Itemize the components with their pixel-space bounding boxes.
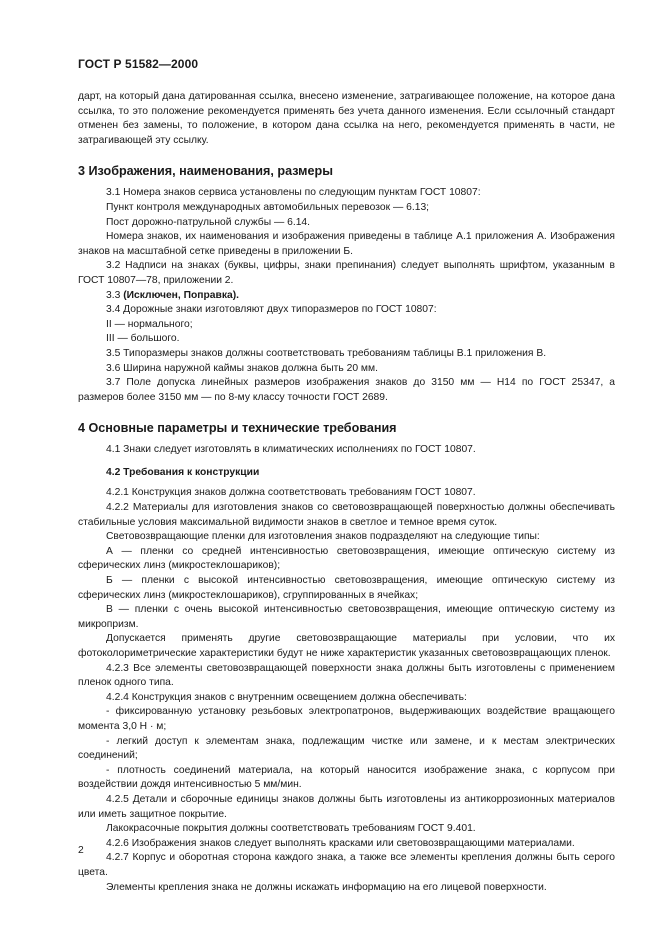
- para-3-3-excluded: (Исключен, Поправка).: [123, 289, 240, 301]
- para-4-2-2: 4.2.2 Материалы для изготовления знаков со световозвращающей поверхностью должны обеспечивать стабильные условия максимальной видимости знаков в светлое и темное время суток.: [78, 502, 615, 528]
- para-3-5: 3.5 Типоразмеры знаков должны соответствовать требованиям таблицы В.1 приложения В.: [106, 347, 547, 359]
- para-4-2-7-fasteners: Элементы крепления знака не должны искажать информацию на его лицевой поверхности.: [106, 881, 547, 893]
- section-3-title: 3 Изображения, наименования, размеры: [78, 164, 333, 179]
- para-3-7: 3.7 Поле допуска линейных размеров изображения знаков до 3150 мм — Н14 по ГОСТ 25347, а размеров более 3150 мм — по 8-му классу точности ГОСТ 2689.: [78, 377, 615, 403]
- para-3-1-item-a: Пункт контроля международных автомобильных перевозок — 6.13;: [106, 201, 430, 213]
- para-3-2: 3.2 Надписи на знаках (буквы, цифры, знаки препинания) следует выполнять шрифтом, указанным в ГОСТ 10807—78, приложении 2.: [78, 260, 615, 286]
- para-4-2-3: 4.2.3 Все элементы световозвращающей поверхности знака должны быть изготовлены с применением пленок одного типа.: [78, 662, 615, 689]
- para-4-2-2-other: Допускается применять другие световозвращающие материалы при условии, что их фотоколориметрические характеристики будут не ниже характеристик указанных световозвращающих пленок.: [78, 633, 615, 659]
- para-3-4-item-iii: III — большого.: [106, 333, 180, 345]
- para-4-2-4-item-2: - легкий доступ к элементам знака, подлежащим чистке или замене, и к местам электрических соединений;: [78, 735, 615, 762]
- para-4-2-1: 4.2.1 Конструкция знаков должна соответствовать требованиям ГОСТ 10807.: [106, 487, 476, 499]
- intro-paragraph: дарт, на который дана датированная ссылка, внесено изменение, затрагивающее положение, на которое дана ссылка, то это положение рекомендуется применять без учета данного изменения. Если ссылочный стандарт отменен без замены, то положение, в котором дана ссылка на него, рекомендуется применять в части, не затрагивающей эту ссылку.: [78, 91, 615, 146]
- document-body: [78, 90, 615, 895]
- para-3-3: [78, 289, 615, 304]
- page-number: 2: [78, 845, 84, 856]
- para-3-4: 3.4 Дорожные знаки изготовляют двух типоразмеров по ГОСТ 10807:: [106, 304, 437, 316]
- para-3-1: 3.1 Номера знаков сервиса установлены по следующим пунктам ГОСТ 10807:: [106, 187, 481, 199]
- subsection-4-2-title: 4.2 Требования к конструкции: [106, 466, 260, 478]
- para-4-2-4: 4.2.4 Конструкция знаков с внутренним освещением должна обеспечивать:: [106, 691, 467, 703]
- para-4-2-6: 4.2.6 Изображения знаков следует выполнять красками или световозвращающими материалами.: [106, 837, 575, 849]
- para-4-2-2-types: Световозвращающие пленки для изготовления знаков подразделяют на следующие типы:: [106, 531, 540, 543]
- para-3-1-item-b: Пост дорожно-патрульной службы — 6.14.: [106, 216, 311, 228]
- para-4-1: 4.1 Знаки следует изготовлять в климатических исполнениях по ГОСТ 10807.: [106, 444, 476, 456]
- section-4-title: 4 Основные параметры и технические требования: [78, 421, 397, 436]
- para-4-2-5-coatings: Лакокрасочные покрытия должны соответствовать требованиям ГОСТ 9.401.: [106, 823, 476, 835]
- para-3-3-number: 3.3: [106, 289, 124, 301]
- para-4-2-2-type-b: Б — пленки с высокой интенсивностью световозвращения, имеющие оптическую систему из сферических линз (микростеклошариков), сгруппированных в ячейках;: [78, 575, 615, 601]
- para-3-4-item-ii: II — нормального;: [106, 318, 193, 330]
- para-4-2-4-item-1: - фиксированную установку резьбовых электропатронов, выдерживающих воздействие вращающего момента 3,0 Н · м;: [78, 706, 615, 732]
- para-3-6: 3.6 Ширина наружной каймы знаков должна быть 20 мм.: [106, 362, 378, 374]
- para-4-2-2-type-a: А — пленки со средней интенсивностью световозвращения, имеющие оптическую систему из сферических линз (микростеклошариков);: [78, 545, 615, 572]
- para-3-1-note: Номера знаков, их наименования и изображения приведены в таблице А.1 приложения А. Изображения знаков на масштабной сетке приведены в приложении Б.: [78, 231, 615, 257]
- para-4-2-7: 4.2.7 Корпус и оборотная сторона каждого знака, а также все элементы крепления должны быть серого цвета.: [78, 852, 615, 878]
- para-4-2-2-type-v: В — пленки с очень высокой интенсивностью световозвращения, имеющие оптическую систему из микропризм.: [78, 604, 615, 630]
- document-code-header: ГОСТ Р 51582—2000: [78, 57, 199, 71]
- para-4-2-4-item-3: - плотность соединений материала, на который наносится изображение знака, с корпусом при воздействии дождя интенсивностью 5 мм/мин.: [78, 764, 615, 791]
- para-4-2-5: 4.2.5 Детали и сборочные единицы знаков должны быть изготовлены из антикоррозионных материалов или иметь защитное покрытие.: [78, 793, 615, 820]
